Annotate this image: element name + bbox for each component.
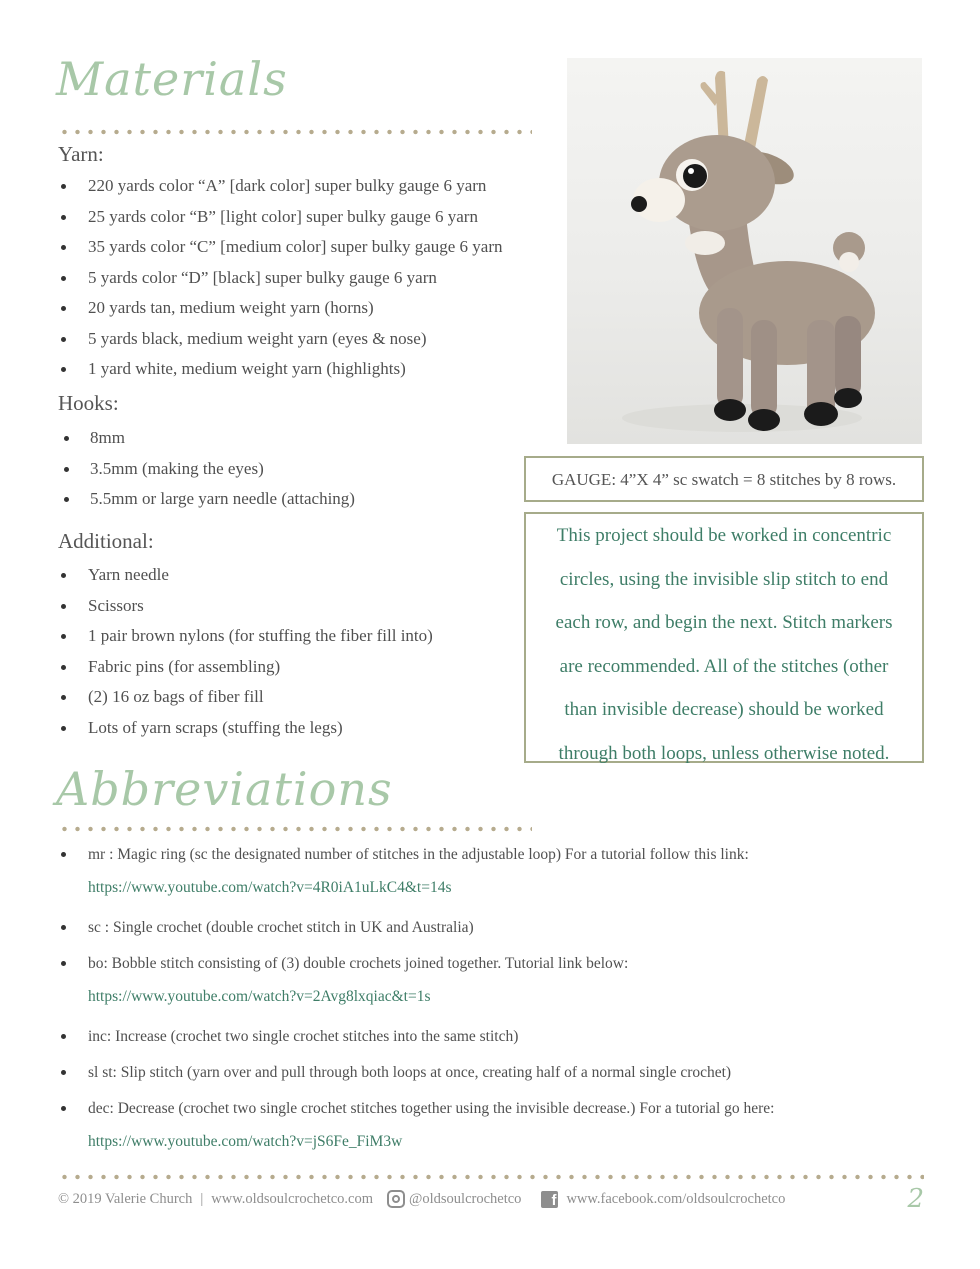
list-item: 35 yards color “C” [medium color] super bulky gauge 6 yarn <box>58 232 503 263</box>
list-item: 1 pair brown nylons (for stuffing the fiber fill into) <box>58 621 433 652</box>
list-item: Lots of yarn scraps (stuffing the legs) <box>58 713 433 744</box>
note-line: This project should be worked in concentric <box>556 525 892 546</box>
materials-divider <box>58 129 532 135</box>
copyright: © 2019 Valerie Church <box>58 1190 193 1207</box>
instagram-link[interactable]: @oldsoulcrochetco <box>409 1190 522 1207</box>
hooks-list <box>58 423 355 515</box>
list-item <box>58 1022 938 1051</box>
yarn-list <box>58 171 503 385</box>
bo-tutorial-link[interactable]: https://www.youtube.com/watch?v=2Avg8lxqiac&t=1s <box>88 988 431 1005</box>
list-item: (2) 16 oz bags of fiber fill <box>58 682 433 713</box>
list-item: Scissors <box>58 591 433 622</box>
project-note-box <box>524 512 924 763</box>
abbr-sc: sc : Single crochet (double crochet stitch in UK and Australia) <box>88 919 474 936</box>
list-item: 5 yards color “D” [black] super bulky gauge 6 yarn <box>58 263 503 294</box>
footer-separator: | <box>200 1190 204 1207</box>
list-item: 8mm <box>58 423 355 454</box>
dec-tutorial-link[interactable]: https://www.youtube.com/watch?v=jS6Fe_FiM3w <box>88 1133 403 1150</box>
list-item <box>58 913 938 942</box>
abbreviations-title: Abbreviations <box>56 762 393 816</box>
list-item: 5.5mm or large yarn needle (attaching) <box>58 484 355 515</box>
gauge-box: GAUGE: 4”X 4” sc swatch = 8 stitches by 8 rows. <box>524 456 924 502</box>
list-item: 1 yard white, medium weight yarn (highlights) <box>58 354 503 385</box>
facebook-link[interactable]: www.facebook.com/oldsoulcrochetco <box>566 1190 786 1207</box>
footer-divider <box>58 1174 924 1180</box>
abbr-dec: dec: Decrease (crochet two single crochet stitches together using the invisible decrease.) For a tutorial go here: <box>88 1100 775 1117</box>
materials-title: Materials <box>56 52 288 106</box>
footer <box>58 1185 924 1213</box>
website-link[interactable]: www.oldsoulcrochetco.com <box>211 1190 374 1207</box>
abbreviations-divider <box>58 826 532 832</box>
list-item <box>58 949 938 1015</box>
deer-photo <box>567 58 922 444</box>
additional-heading: Additional: <box>58 529 154 553</box>
hooks-heading: Hooks: <box>58 391 119 415</box>
note-line: each row, and begin the next. Stitch markers <box>555 612 893 633</box>
list-item: 5 yards black, medium weight yarn (eyes & nose) <box>58 324 503 355</box>
mr-tutorial-link[interactable]: https://www.youtube.com/watch?v=4R0iA1uLkC4&t=14s <box>88 879 452 896</box>
note-line: circles, using the invisible slip stitch to end <box>559 568 889 590</box>
abbr-slst: sl st: Slip stitch (yarn over and pull through both loops at once, creating half of a normal single crochet) <box>88 1064 732 1081</box>
instagram-icon[interactable] <box>387 1190 405 1208</box>
list-item: Fabric pins (for assembling) <box>58 652 433 683</box>
list-item <box>58 840 938 906</box>
list-item: 3.5mm (making the eyes) <box>58 454 355 485</box>
abbr-inc: inc: Increase (crochet two single crochet stitches into the same stitch) <box>88 1028 519 1045</box>
facebook-icon[interactable]: f <box>541 1191 558 1208</box>
note-line: are recommended. All of the stitches (other <box>559 655 889 677</box>
list-item: Yarn needle <box>58 560 433 591</box>
note-line: through both loops, unless otherwise noted. <box>558 742 890 764</box>
list-item: 220 yards color “A” [dark color] super bulky gauge 6 yarn <box>58 171 503 202</box>
abbr-mr: mr : Magic ring (sc the designated number of stitches in the adjustable loop) For a tutorial follow this link: <box>88 846 749 863</box>
list-item <box>58 1094 938 1160</box>
page-number: 2 <box>907 1184 924 1214</box>
additional-list <box>58 560 433 743</box>
abbr-bo: bo: Bobble stitch consisting of (3) double crochets joined together. Tutorial link below: <box>88 955 629 972</box>
list-item: 25 yards color “B” [light color] super bulky gauge 6 yarn <box>58 202 503 233</box>
yarn-heading: Yarn: <box>58 142 104 166</box>
list-item: 20 yards tan, medium weight yarn (horns) <box>58 293 503 324</box>
abbreviations-list <box>58 840 938 1167</box>
note-line: than invisible decrease) should be worked <box>564 699 884 720</box>
deer-illustration <box>567 58 922 444</box>
list-item <box>58 1058 938 1087</box>
